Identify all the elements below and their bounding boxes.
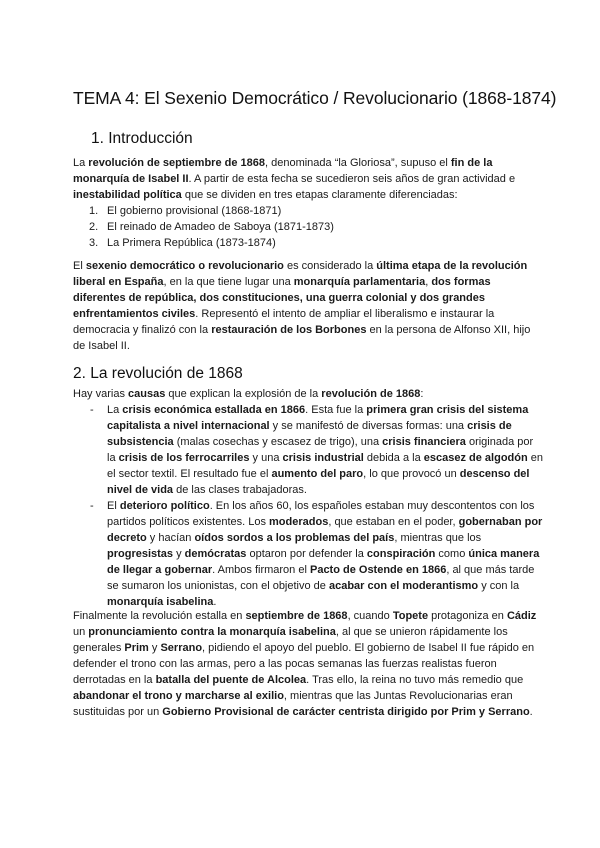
bold-text: demócratas [184, 548, 247, 560]
text-run: , denominada “la Gloriosa”, supuso el [264, 157, 451, 169]
list-item: 2. El reinado de Amadeo de Saboya (1871-1873) [89, 221, 334, 233]
text-run: como [435, 548, 469, 560]
text-run: y con la [478, 580, 520, 592]
text-run: protagoniza en [428, 610, 507, 622]
intro-block [73, 155, 543, 251]
text-run: . En los años 60, los españoles estaban muy descontentos con los partidos políticos existentes. Los [107, 500, 535, 528]
text-run: . A partir de esta fecha se sucedieron seis años de gran actividad e [188, 173, 516, 185]
sexenio-block [73, 258, 543, 354]
bold-text: Prim [124, 642, 149, 654]
text-run: , cuando [347, 610, 393, 622]
text-run: . Tras ello, la reina no tuvo más remedio que [306, 674, 524, 686]
text-run: , lo que provocó un [363, 468, 460, 480]
bold-text: deterioro político [119, 500, 210, 512]
text-run: . Esta fue la [305, 404, 367, 416]
bold-text: crisis de subsistencia [107, 420, 512, 448]
bold-text: única manera de llegar a gobernar [107, 548, 540, 576]
bold-text: moderados [269, 516, 329, 528]
text-run: , en la que tiene lugar una [163, 276, 294, 288]
bold-text: fin de la monarquía de Isabel II [73, 157, 493, 185]
text-run: que se dividen en tres etapas claramente diferenciadas: [181, 189, 458, 201]
final-paragraph [73, 608, 543, 720]
causes-intro [73, 386, 543, 402]
list-item: 1. El gobierno provisional (1868-1871) [89, 205, 282, 217]
bold-text: primera gran crisis del sistema capitalista a nivel internacional [107, 404, 529, 432]
bold-text: última etapa de la revolución liberal en España [73, 260, 528, 288]
text-run: . Representó el intento de ampliar el liberalismo e instaurar la democracia y finalizó con la [73, 308, 495, 336]
text-run: , que estaban en el poder, [328, 516, 459, 528]
section-heading-introduccion: 1. Introducción [91, 130, 193, 147]
bold-text: crisis financiera [382, 436, 466, 448]
bold-text: causas [128, 388, 166, 400]
bold-text: escasez de algodón [423, 452, 528, 464]
bold-text: monarquía parlamentaria [293, 276, 426, 288]
text-run: , mientras que las Juntas Revolucionarias eran sustituidas por un [73, 690, 513, 718]
bold-text: revolución de septiembre de 1868 [88, 157, 265, 169]
text-run: (malas cosechas y escasez de trigo), una [173, 436, 383, 448]
text-run: La [107, 404, 123, 416]
bold-text: progresistas [107, 548, 174, 560]
bold-text: Serrano [160, 642, 203, 654]
text-run: y hacían [146, 532, 195, 544]
intro-paragraph [73, 155, 543, 203]
sexenio-paragraph [73, 258, 543, 354]
bold-text: descenso del nivel de vida [107, 468, 530, 496]
text-run: , al que se unieron rápidamente los generales [73, 626, 508, 654]
text-run: debida a la [363, 452, 424, 464]
text-run: Hay varias [73, 388, 129, 400]
bold-text: acabar con el moderantismo [328, 580, 479, 592]
text-run: Finalmente la revolución estalla en [73, 610, 246, 622]
bold-text: revolución de 1868 [321, 388, 421, 400]
text-run: un [73, 626, 89, 638]
bold-text: monarquía isabelina [107, 596, 214, 608]
bold-text: gobernaban por decreto [107, 516, 543, 544]
text-run: que explican la explosión de la [165, 388, 322, 400]
text-run: en el sector textil. El resultado fue el [107, 452, 543, 480]
page-title: TEMA 4: El Sexenio Democrático / Revolucionario (1868-1874) [73, 88, 557, 108]
causes-block [73, 386, 543, 610]
text-run: de las clases trabajadoras. [173, 484, 307, 496]
bold-text: Pacto de Ostende en 1866 [309, 564, 447, 576]
bold-text: aumento del paro [271, 468, 364, 480]
text-run: originada por la [107, 436, 534, 464]
bold-text: restauración de los Borbones [211, 324, 367, 336]
stages-list [73, 203, 543, 251]
bold-text: abandonar el trono y marcharse al exilio [73, 690, 284, 702]
text-run: , pidiendo el apoyo del pueblo. El gobierno de Isabel II fue rápido en defender el trono con las armas, pero a las pocas semanas las fuerzas realistas fueron derrotadas en la [73, 642, 535, 686]
list-item: - El deterioro político. En los años 60, los españoles estaban muy descontentos con los partidos políticos existentes. Los moderados, que estaban en el poder, gobernaban por decreto y hacían oídos sordos a los problemas del país, mientras que los progresistas y demócratas optaron por defender la conspiración como única manera de llegar a gobernar. Ambos firmaron el Pacto de Ostende en 1866, al que más tarde se sumaron los unionistas, con el objetivo de acabar con el moderantismo y con la monarquía isabelina. [90, 500, 543, 608]
final-block [73, 608, 543, 720]
causes-list [73, 402, 543, 610]
text-run: en la persona de Alfonso XII, hijo de Isabel II. [73, 324, 531, 352]
text-run: , [425, 276, 432, 288]
text-run: y [148, 642, 161, 654]
bold-text: crisis de los ferrocarriles [118, 452, 250, 464]
bold-text: crisis económica estallada en 1866 [122, 404, 306, 416]
bold-text: dos formas diferentes de república, dos constituciones, una guerra colonial y dos grandes enfrentamientos civiles [73, 276, 491, 320]
list-item: - La crisis económica estallada en 1866. Esta fue la primera gran crisis del sistema capitalista a nivel internacional y se manifestó de diversas formas: una crisis de subsistencia (malas cosechas y escasez de trigo), una crisis financiera originada por la crisis de los ferrocarriles y una crisis industrial debida a la escasez de algodón en el sector textil. El resultado fue el aumento del paro, lo que provocó un descenso del nivel de vida de las clases trabajadoras. [90, 404, 543, 496]
text-run: es considerado la [283, 260, 377, 272]
text-run: y [173, 548, 185, 560]
text-run: : [420, 388, 424, 400]
bold-text: inestabilidad política [73, 189, 182, 201]
section-heading-revolucion: 2. La revolución de 1868 [73, 365, 243, 382]
text-run: . Ambos firmaron el [212, 564, 310, 576]
bold-text: Topete [392, 610, 429, 622]
text-run: La [73, 157, 89, 169]
text-run: y se manifestó de diversas formas: una [269, 420, 468, 432]
bold-text: batalla del puente de Alcolea [155, 674, 307, 686]
bold-text: Cádiz [506, 610, 537, 622]
text-run: optaron por defender la [246, 548, 367, 560]
text-run: , al que más tarde se sumaron los unionistas, con el objetivo de [107, 564, 535, 592]
bold-text: sexenio democrático o revolucionario [85, 260, 284, 272]
text-run: , mientras que los [394, 532, 482, 544]
text-run: . [529, 706, 533, 718]
text-run: . [213, 596, 217, 608]
text-run: El [107, 500, 120, 512]
text-run: El [73, 260, 86, 272]
bold-text: crisis industrial [282, 452, 364, 464]
bold-text: Gobierno Provisional de carácter centrista dirigido por Prim y Serrano [162, 706, 530, 718]
bold-text: conspiración [366, 548, 436, 560]
list-item: 3. La Primera República (1873-1874) [89, 237, 276, 249]
text-run: y una [249, 452, 283, 464]
bold-text: pronunciamiento contra la monarquía isabelina [88, 626, 336, 638]
bold-text: oídos sordos a los problemas del país [194, 532, 395, 544]
bold-text: septiembre de 1868 [245, 610, 348, 622]
